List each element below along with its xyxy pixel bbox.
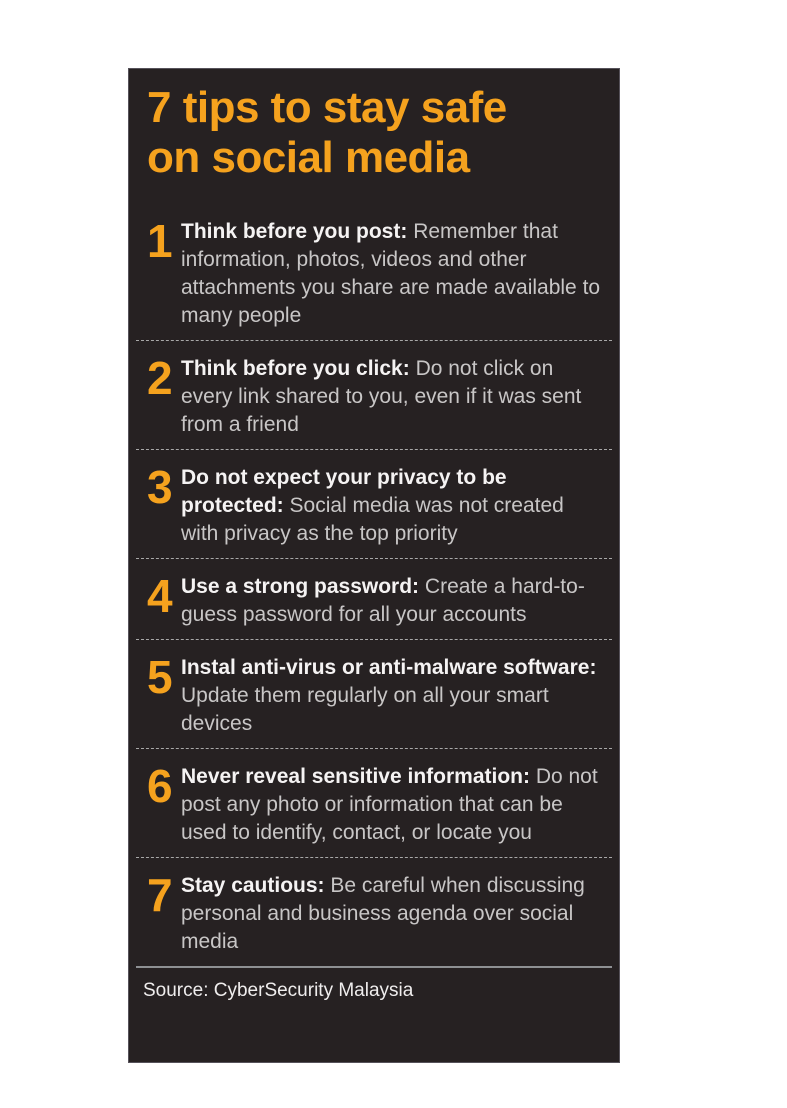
tip-item-3 [136, 449, 612, 558]
infographic-title [147, 83, 603, 183]
tip-item-4 [136, 558, 612, 639]
tip-number: 5 [147, 651, 173, 703]
tip-body: Update them regularly on all your smart devices [181, 684, 549, 735]
tip-text [181, 872, 603, 956]
tip-text [181, 464, 603, 548]
tip-text [181, 654, 603, 738]
tip-body: Do not click on every link shared to you, even if it was sent from a friend [181, 357, 582, 436]
tip-lead: Never reveal sensitive information: [181, 765, 530, 788]
tip-body: Social media was not created with privacy as the top priority [181, 494, 564, 545]
tip-number: 1 [147, 215, 173, 267]
title-line-1: 7 tips to stay safe [147, 83, 507, 132]
tip-number: 3 [147, 461, 173, 513]
source-attribution: Source: CyberSecurity Malaysia [143, 980, 414, 1001]
tip-text [181, 763, 603, 847]
tip-body: Remember that information, photos, videos and other attachments you share are made available to many people [181, 220, 601, 327]
infographic-card [128, 68, 620, 1063]
tip-number: 4 [147, 570, 173, 622]
tip-lead: Stay cautious: [181, 874, 325, 897]
tip-text [181, 573, 603, 629]
tip-text [181, 218, 603, 330]
tip-body: Create a hard-to-guess password for all your accounts [181, 575, 585, 626]
tip-lead: Think before you click: [181, 357, 410, 380]
tip-item-7 [136, 857, 612, 966]
tip-text [181, 355, 603, 439]
tip-item-2 [136, 340, 612, 449]
title-line-2: on social media [147, 133, 470, 182]
tip-item-6 [136, 748, 612, 857]
tip-number: 2 [147, 352, 173, 404]
tip-lead: Instal anti-virus or anti-malware software: [181, 656, 597, 679]
tip-body: Be careful when discussing personal and business agenda over social media [181, 874, 585, 953]
tip-item-5 [136, 639, 612, 748]
tip-lead: Do not expect your privacy to be protected: [181, 466, 507, 517]
tips-list [136, 204, 612, 966]
tip-number: 7 [147, 869, 173, 921]
tip-lead: Use a strong password: [181, 575, 420, 598]
tip-lead: Think before you post: [181, 220, 408, 243]
tip-number: 6 [147, 760, 173, 812]
tip-body: Do not post any photo or information that can be used to identify, contact, or locate you [181, 765, 598, 844]
tip-item-1 [136, 204, 612, 340]
card-footer [136, 966, 612, 1003]
